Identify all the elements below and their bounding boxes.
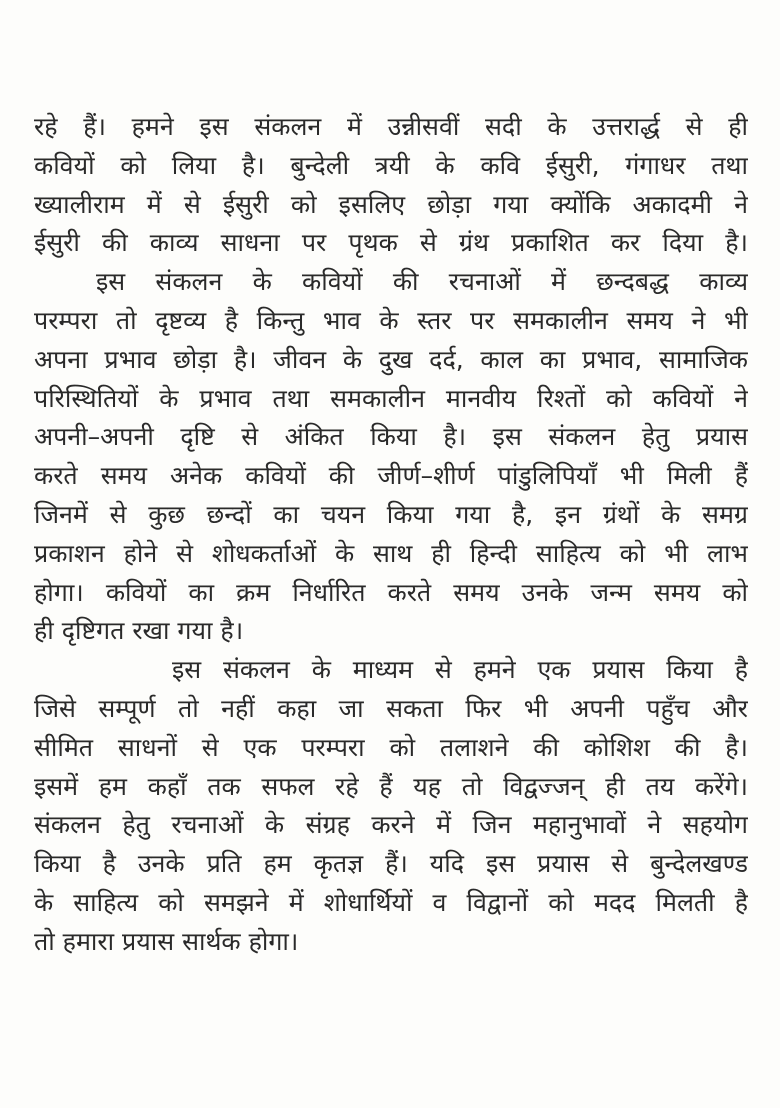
text-line: के साहित्य को समझने में शोधार्थियों व विद्वानों को मदद मिलती है [34,887,748,917]
text-line: जिनमें से कुछ छन्दों का चयन किया गया है, इन ग्रंथों के समग्र [34,499,748,529]
text-line: जिसे सम्पूर्ण तो नहीं कहा जा सकता फिर भी अपनी पहुँच और [34,693,748,723]
text-line: प्रकाशन होने से शोधकर्ताओं के साथ ही हिन्दी साहित्य को भी लाभ [34,538,748,568]
text-line: करते समय अनेक कवियों की जीर्ण–शीर्ण पांडुलिपियाँ भी मिली हैं [34,461,748,491]
text-line: अपनी–अपनी दृष्टि से अंकित किया है। इस संकलन हेतु प्रयास [34,422,748,452]
text-line: इस संकलन के माध्यम से हमने एक प्रयास किया है [172,655,748,685]
text-line: ख्यालीराम में से ईसुरी को इसलिए छोड़ा गया क्योंकि अकादमी ने [34,189,748,219]
text-line: रहे हैं। हमने इस संकलन में उन्नीसवीं सदी के उत्तरार्द्ध से ही [34,112,748,141]
text-line: अपना प्रभाव छोड़ा है। जीवन के दुख दर्द, काल का प्रभाव, सामाजिक [34,344,748,374]
document-page [34,108,748,962]
text-line: तो हमारा प्रयास सार्थक होगा। [34,926,299,956]
paragraph-2 [34,263,748,651]
text-line: ईसुरी की काव्य साधना पर पृथक से ग्रंथ प्रकाशित कर दिया है। [34,228,748,258]
text-line: कवियों को लिया है। बुन्देली त्रयी के कवि ईसुरी, गंगाधर तथा [34,150,748,180]
text-line: परिस्थितियों के प्रभाव तथा समकालीन मानवीय रिश्तों को कवियों ने [34,383,748,413]
text-line: होगा। कवियों का क्रम निर्धारित करते समय उनके जन्म समय को [34,577,748,607]
paragraph-3 [34,651,748,961]
text-line: किया है उनके प्रति हम कृतज्ञ हैं। यदि इस प्रयास से बुन्देलखण्ड [34,849,748,879]
text-line: सीमित साधनों से एक परम्परा को तलाशने की कोशिश की है। [34,732,748,762]
text-line: इसमें हम कहाँ तक सफल रहे हैं यह तो विद्वज्जन् ही तय करेंगे। [34,771,748,801]
text-line: परम्परा तो दृष्टव्य है किन्तु भाव के स्तर पर समकालीन समय ने भी [34,305,748,335]
paragraph-1 [34,108,748,263]
text-line: संकलन हेतु रचनाओं के संग्रह करने में जिन महानुभावों ने सहयोग [34,810,748,840]
text-line: इस संकलन के कवियों की रचनाओं में छन्दबद्ध काव्य [96,267,748,297]
text-line: ही दृष्टिगत रखा गया है। [34,616,244,646]
